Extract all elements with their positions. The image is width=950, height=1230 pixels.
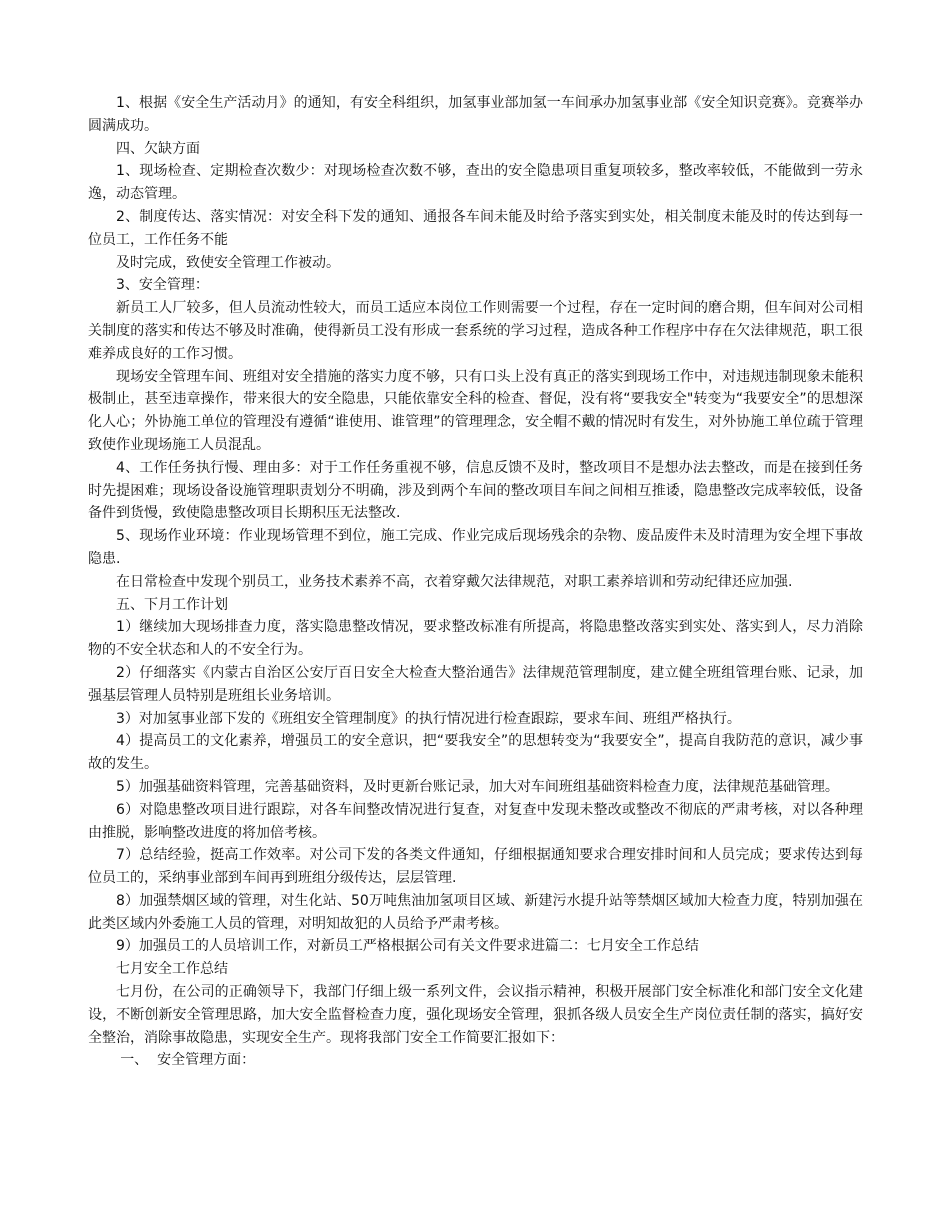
paragraph: 1、根据《安全生产活动月》的通知，有安全科组织，加氢事业部加氢一车间承办加氢事业部《安全知识竞赛》。竞赛举办圆满成功。 bbox=[88, 95, 863, 134]
document-body bbox=[88, 92, 863, 1072]
section-heading: 一、 安全管理方面： bbox=[120, 1052, 256, 1069]
paragraph: 在日常检查中发现个别员工，业务技术素养不高，衣着穿戴欠法律规范，对职工素养培训和劳动纪律还应加强. bbox=[116, 573, 793, 590]
paragraph: 6）对隐患整改项目进行跟踪，对各车间整改情况进行复查，对复查中发现未整改或整改不彻底的严肃考核，对以各种理由推脱，影响整改进度的将加倍考核。 bbox=[88, 801, 863, 841]
paragraph: 及时完成，致使安全管理工作被动。 bbox=[116, 254, 340, 271]
paragraph: 8）加强禁烟区域的管理，对生化站、50万吨焦油加氢项目区域、新建污水提升站等禁烟区域加大检查力度，特别加强在此类区域内外委施工人员的管理，对明知故犯的人员给予严肃考核。 bbox=[88, 892, 863, 932]
paragraph: 3、安全管理： bbox=[116, 277, 209, 294]
paragraph: 五、下月工作计划 bbox=[116, 596, 228, 613]
paragraph: 5、现场作业环境：作业现场管理不到位，施工完成、作业完成后现场残余的杂物、废品废件未及时清理为安全埋下事故隐患. bbox=[88, 528, 863, 567]
paragraph: 4）提高员工的文化素养，增强员工的安全意识，把“要我安全”的思想转变为“我要安全”，提高自我防范的意识，减少事故的发生。 bbox=[88, 733, 863, 773]
paragraph: 2）仔细落实《内蒙古自治区公安厅百日安全大检查大整治通告》法律规范管理制度，建立健全班组管理台账、记录，加强基层管理人员特别是班组长业务培训。 bbox=[88, 664, 863, 704]
paragraph: 5）加强基础资料管理，完善基础资料，及时更新台账记录，加大对车间班组基础资料检查力度，法律规范基础管理。 bbox=[116, 778, 839, 795]
paragraph: 7）总结经验，挺高工作效率。对公司下发的各类文件通知，仔细根据通知要求合理安排时间和人员完成；要求传达到每位员工的，采纳事业部到车间再到班组分级传达，层层管理. bbox=[88, 847, 863, 887]
paragraph: 3）对加氢事业部下发的《班组安全管理制度》的执行情况进行检查跟踪，要求车间、班组严格执行。 bbox=[116, 710, 741, 727]
paragraph: 1）继续加大现场排查力度，落实隐患整改情况，要求整改标准有所提高，将隐患整改落实到实处、落实到人，尽力消除物的不安全状态和人的不安全行为。 bbox=[88, 619, 863, 659]
paragraph: 现场安全管理车间、班组对安全措施的落实力度不够，只有口头上没有真正的落实到现场工作中，对违规违制现象未能积极制止，甚至违章操作，带来很大的安全隐患，只能依靠安全科的检查、督促，没有将“要我安全"转变为“我要安全”的思想深化人心；外协施工单位的管理没有遵循“谁使用、谁管理”的管理理念，安全帽不戴的情况时有发生，对外协施工单位疏于管理致使作业现场施工人员混乱。 bbox=[88, 368, 863, 453]
paragraph: 4、工作任务执行慢、理由多：对于工作任务重视不够，信息反馈不及时，整改项目不是想办法去整改，而是在接到任务时先提困难；现场设备设施管理职责划分不明确，涉及到两个车间的整改项目车间之间相互推诿，隐患整改完成率较低，设备备件到货慢，致使隐患整改项目长期积压无法整改. bbox=[88, 459, 863, 522]
paragraph: 9）加强员工的人员培训工作，对新员工严格根据公司有关文件要求进篇二：七月安全工作总结 bbox=[116, 938, 699, 955]
paragraph: 1、现场检查、定期检查次数少：对现场检查次数不够，查出的安全隐患项目重复项较多，整改率较低，不能做到一劳永逸，动态管理。 bbox=[88, 163, 863, 203]
paragraph: 2、制度传达、落实情况：对安全科下发的通知、通报各车间未能及时给予落实到实处，相关制度未能及时的传达到每一位员工，工作任务不能 bbox=[88, 208, 863, 248]
paragraph: 七月份，在公司的正确领导下，我部门仔细上级一系列文件，会议指示精神，积极开展部门安全标准化和部门安全文化建设，不断创新安全管理思路，加大安全监督检查力度，强化现场安全管理，狠抓各级人员安全生产岗位责任制的落实，搞好安全整治，消除事故隐患，实现安全生产。现将我部门安全工作简要汇报如下： bbox=[88, 984, 863, 1046]
paragraph: 新员工人厂较多，但人员流动性较大，而员工适应本岗位工作则需要一个过程，存在一定时间的磨合期，但车间对公司相关制度的落实和传达不够及时准确，使得新员工没有形成一套系统的学习过程，造成各种工作程序中存在欠法律规范，职工很难养成良好的工作习惯。 bbox=[88, 300, 863, 362]
paragraph: 四、欠缺方面 bbox=[116, 140, 200, 157]
paragraph: 七月安全工作总结 bbox=[116, 961, 228, 978]
